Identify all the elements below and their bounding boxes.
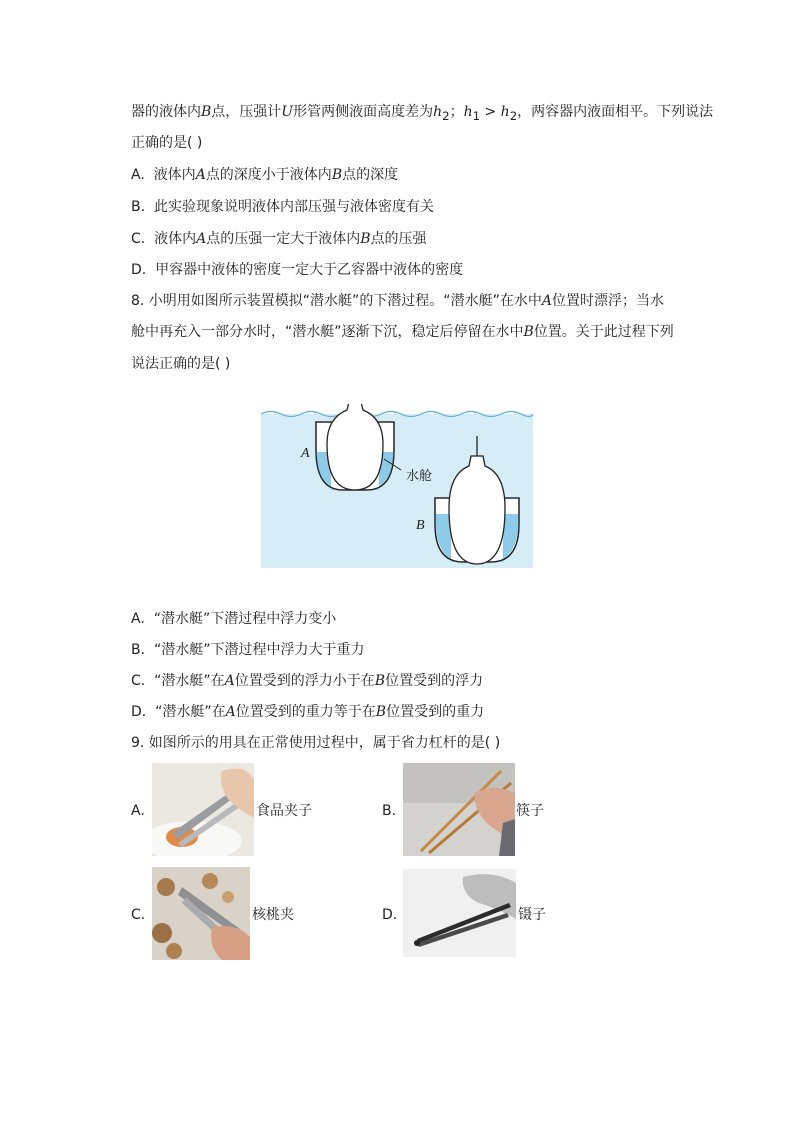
var-B: B	[201, 104, 212, 120]
chopsticks-photo[interactable]	[403, 763, 515, 856]
option-label: A.	[131, 611, 145, 627]
option-label: B.	[131, 642, 146, 658]
text: 点的压强	[370, 231, 427, 247]
option-label: B.	[131, 199, 146, 215]
option-label: C.	[131, 673, 146, 689]
q8-option-b[interactable]	[131, 640, 364, 660]
text: 点的压强一定大于液体内	[206, 231, 361, 247]
q7-stem-line2: 正确的是( )	[131, 135, 203, 151]
label-tank: 水舱	[406, 469, 433, 484]
text: 位置受到的浮力小于在	[234, 673, 375, 689]
q9-option-d-label[interactable]: D.	[382, 907, 398, 923]
text: 液体内	[154, 231, 197, 247]
subscript: 2	[442, 108, 450, 123]
label-a: A	[301, 446, 310, 461]
q7-option-b[interactable]	[131, 197, 434, 217]
text: ，两容器内液面相平。下列说法	[517, 104, 714, 120]
q8-stem-line1	[131, 291, 664, 311]
var: A	[224, 673, 235, 689]
food-tongs-icon	[152, 763, 254, 856]
q8-option-d[interactable]	[131, 702, 484, 722]
q9-option-c-label[interactable]: C.	[131, 907, 146, 923]
q7-stem-line1	[131, 102, 713, 126]
var: A	[195, 167, 206, 183]
q7-option-c[interactable]	[131, 229, 427, 249]
greater-than: >	[480, 104, 501, 120]
var-B: B	[523, 324, 534, 340]
var-A: A	[541, 293, 552, 309]
text: 位置受到的浮力	[385, 673, 484, 689]
nutcracker-photo[interactable]	[152, 867, 250, 960]
text: 位置时漂浮；当水	[551, 293, 664, 309]
text: 形管两侧液面高度差为	[293, 104, 434, 120]
text: ；	[449, 104, 464, 120]
q9-option-a-caption: 食品夹子	[256, 803, 312, 819]
text: 点，压强计	[211, 104, 282, 120]
var: B	[375, 704, 387, 720]
tweezers-icon	[403, 869, 516, 957]
submarine-figure	[261, 404, 533, 568]
text: 此实验现象说明液体内部压强与液体密度有关	[153, 199, 434, 215]
var: A	[196, 231, 207, 247]
text: 位置。关于此过程下列	[533, 324, 674, 340]
var: A	[225, 704, 236, 720]
var-U: U	[281, 104, 294, 120]
text: “潜水艇”在	[154, 673, 225, 689]
q9-option-b-label[interactable]: B.	[382, 803, 397, 819]
text: “潜水艇”在	[155, 704, 226, 720]
option-label: C.	[131, 231, 146, 247]
text: 舱中再充入一部分水时，“潜水艇”逐渐下沉，稳定后停留在水中	[131, 324, 524, 340]
q9-option-c-caption: 核桃夹	[252, 907, 294, 923]
subscript: 1	[472, 108, 481, 123]
q9-stem: 9. 如图所示的用具在正常使用过程中，属于省力杠杆的是( )	[131, 735, 501, 751]
label-b: B	[416, 518, 425, 533]
text: 8. 小明用如图所示装置模拟“潜水艇”的下潜过程。“潜水艇”在水中	[131, 293, 542, 309]
text: 液体内	[153, 167, 196, 183]
var-h: h	[500, 104, 510, 120]
q7-option-a[interactable]	[131, 165, 398, 185]
text: 点的深度小于液体内	[205, 167, 332, 183]
tweezers-photo[interactable]	[403, 869, 516, 957]
q8-option-a[interactable]	[131, 609, 336, 629]
q8-stem-line3: 说法正确的是( )	[131, 356, 231, 372]
food-tongs-photo[interactable]	[152, 763, 254, 856]
var: B	[360, 231, 371, 247]
var: B	[331, 167, 343, 183]
chopsticks-icon	[403, 763, 515, 856]
text: 甲容器中液体的密度一定大于乙容器中液体的密度	[155, 262, 464, 278]
nutcracker-icon	[152, 867, 250, 960]
option-label: A.	[131, 167, 145, 183]
q7-option-d[interactable]	[131, 260, 463, 280]
var-h: h	[433, 104, 443, 120]
option-label: D.	[131, 704, 147, 720]
text: 点的深度	[342, 167, 399, 183]
var-h: h	[463, 104, 473, 120]
hull-a	[327, 404, 383, 490]
text: 位置受到的重力	[386, 704, 485, 720]
q9-option-b-caption: 筷子	[516, 803, 544, 819]
q8-option-c[interactable]	[131, 671, 483, 691]
q8-stem-line2	[131, 322, 674, 342]
q9-option-d-caption: 镊子	[518, 907, 546, 923]
text: “潜水艇”下潜过程中浮力大于重力	[153, 642, 365, 658]
submarine-diagram	[261, 404, 533, 568]
text: 位置受到的重力等于在	[235, 704, 376, 720]
text: 器的液体内	[131, 104, 201, 120]
option-label: D.	[131, 262, 147, 278]
subscript: 2	[509, 108, 518, 123]
var: B	[374, 673, 386, 689]
text: “潜水艇”下潜过程中浮力变小	[153, 611, 337, 627]
q9-option-a-label[interactable]: A.	[131, 803, 145, 819]
